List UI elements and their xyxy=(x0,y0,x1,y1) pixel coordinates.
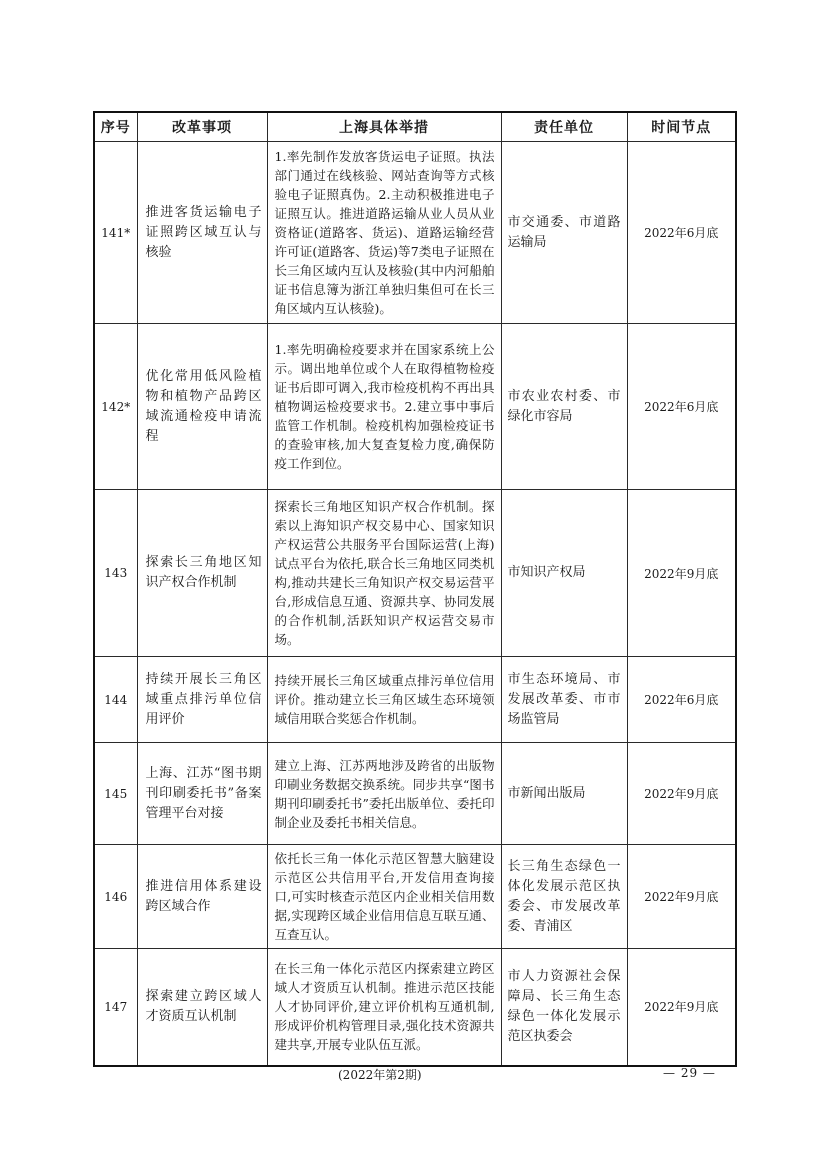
row-no: 141* xyxy=(94,142,137,324)
row-unit: 市知识产权局 xyxy=(501,490,627,657)
reform-table xyxy=(93,111,737,1067)
row-unit: 长三角生态绿色一体化发展示范区执委会、市发展改革委、青浦区 xyxy=(501,845,627,949)
table-row xyxy=(94,142,736,324)
row-time: 2022年9月底 xyxy=(627,490,736,657)
row-no: 143 xyxy=(94,490,137,657)
header-no: 序号 xyxy=(94,112,137,142)
row-measure: 持续开展长三角区域重点排污单位信用评价。推动建立长三角区域生态环境领域信用联合奖惩合作机制。 xyxy=(267,657,501,743)
header-time: 时间节点 xyxy=(627,112,736,142)
row-item: 优化常用低风险植物和植物产品跨区域流通检疫申请流程 xyxy=(137,324,267,490)
row-unit: 市农业农村委、市绿化市容局 xyxy=(501,324,627,490)
row-measure: 1.率先制作发放客货运电子证照。执法部门通过在线核验、网站查询等方式核验电子证照真伪。2.主动积极推进电子证照互认。推进道路运输从业人员从业资格证(道路客、货运)、道路运输经营许可证(道路客、货运)等7类电子证照在长三角区域内互认及核验(其中内河船舶证书信息簿为浙江单独归集但可在长三角区域内互认核验)。 xyxy=(267,142,501,324)
row-measure: 1.率先明确检疫要求并在国家系统上公示。调出地单位或个人在取得植物检疫证书后即可调入,我市检疫机构不再出具植物调运检疫要求书。2.建立事中事后监管工作机制。检疫机构加强检疫证书的查验审核,加大复查复检力度,确保防疫工作到位。 xyxy=(267,324,501,490)
row-no: 145 xyxy=(94,743,137,845)
row-unit: 市新闻出版局 xyxy=(501,743,627,845)
row-time: 2022年6月底 xyxy=(627,324,736,490)
row-time: 2022年9月底 xyxy=(627,845,736,949)
row-time: 2022年9月底 xyxy=(627,743,736,845)
row-item: 上海、江苏“图书期刊印刷委托书”备案管理平台对接 xyxy=(137,743,267,845)
row-measure: 探索长三角地区知识产权合作机制。探索以上海知识产权交易中心、国家知识产权运营公共服务平台国际运营(上海)试点平台为依托,联合长三角地区同类机构,推动共建长三角知识产权交易运营平台,形成信息互通、资源共享、协同发展的合作机制,活跃知识产权运营交易市场。 xyxy=(267,490,501,657)
table-row xyxy=(94,657,736,743)
row-item: 探索长三角地区知识产权合作机制 xyxy=(137,490,267,657)
row-item: 探索建立跨区域人才资质互认机制 xyxy=(137,949,267,1066)
row-item: 推进信用体系建设跨区域合作 xyxy=(137,845,267,949)
row-item: 推进客货运输电子证照跨区域互认与核验 xyxy=(137,142,267,324)
row-time: 2022年6月底 xyxy=(627,142,736,324)
row-time: 2022年6月底 xyxy=(627,657,736,743)
header-unit: 责任单位 xyxy=(501,112,627,142)
row-time: 2022年9月底 xyxy=(627,949,736,1066)
row-no: 147 xyxy=(94,949,137,1066)
row-no: 142* xyxy=(94,324,137,490)
row-no: 144 xyxy=(94,657,137,743)
table-row xyxy=(94,324,736,490)
row-measure: 在长三角一体化示范区内探索建立跨区域人才资质互认机制。推进示范区技能人才协同评价,建立评价机构互通机制,形成评价机构管理目录,强化技术资源共建共享,开展专业队伍互派。 xyxy=(267,949,501,1066)
row-unit: 市交通委、市道路运输局 xyxy=(501,142,627,324)
row-measure: 建立上海、江苏两地涉及跨省的出版物印刷业务数据交换系统。同步共享“图书期刊印刷委托书”委托出版单位、委托印制企业及委托书相关信息。 xyxy=(267,743,501,845)
row-unit: 市生态环境局、市发展改革委、市市场监管局 xyxy=(501,657,627,743)
row-measure: 依托长三角一体化示范区智慧大脑建设示范区公共信用平台,开发信用查询接口,可实时核查示范区内企业相关信用数据,实现跨区域企业信用信息互联互通、互查互认。 xyxy=(267,845,501,949)
table-row xyxy=(94,949,736,1066)
row-item: 持续开展长三角区域重点排污单位信用评价 xyxy=(137,657,267,743)
page-number: — 29 — xyxy=(663,1066,716,1080)
header-measure: 上海具体举措 xyxy=(267,112,501,142)
issue-label: (2022年第2期) xyxy=(338,1068,422,1082)
table-header-row xyxy=(94,112,736,142)
row-no: 146 xyxy=(94,845,137,949)
table-row xyxy=(94,743,736,845)
table-row xyxy=(94,845,736,949)
table-row xyxy=(94,490,736,657)
header-item: 改革事项 xyxy=(137,112,267,142)
row-unit: 市人力资源社会保障局、长三角生态绿色一体化发展示范区执委会 xyxy=(501,949,627,1066)
